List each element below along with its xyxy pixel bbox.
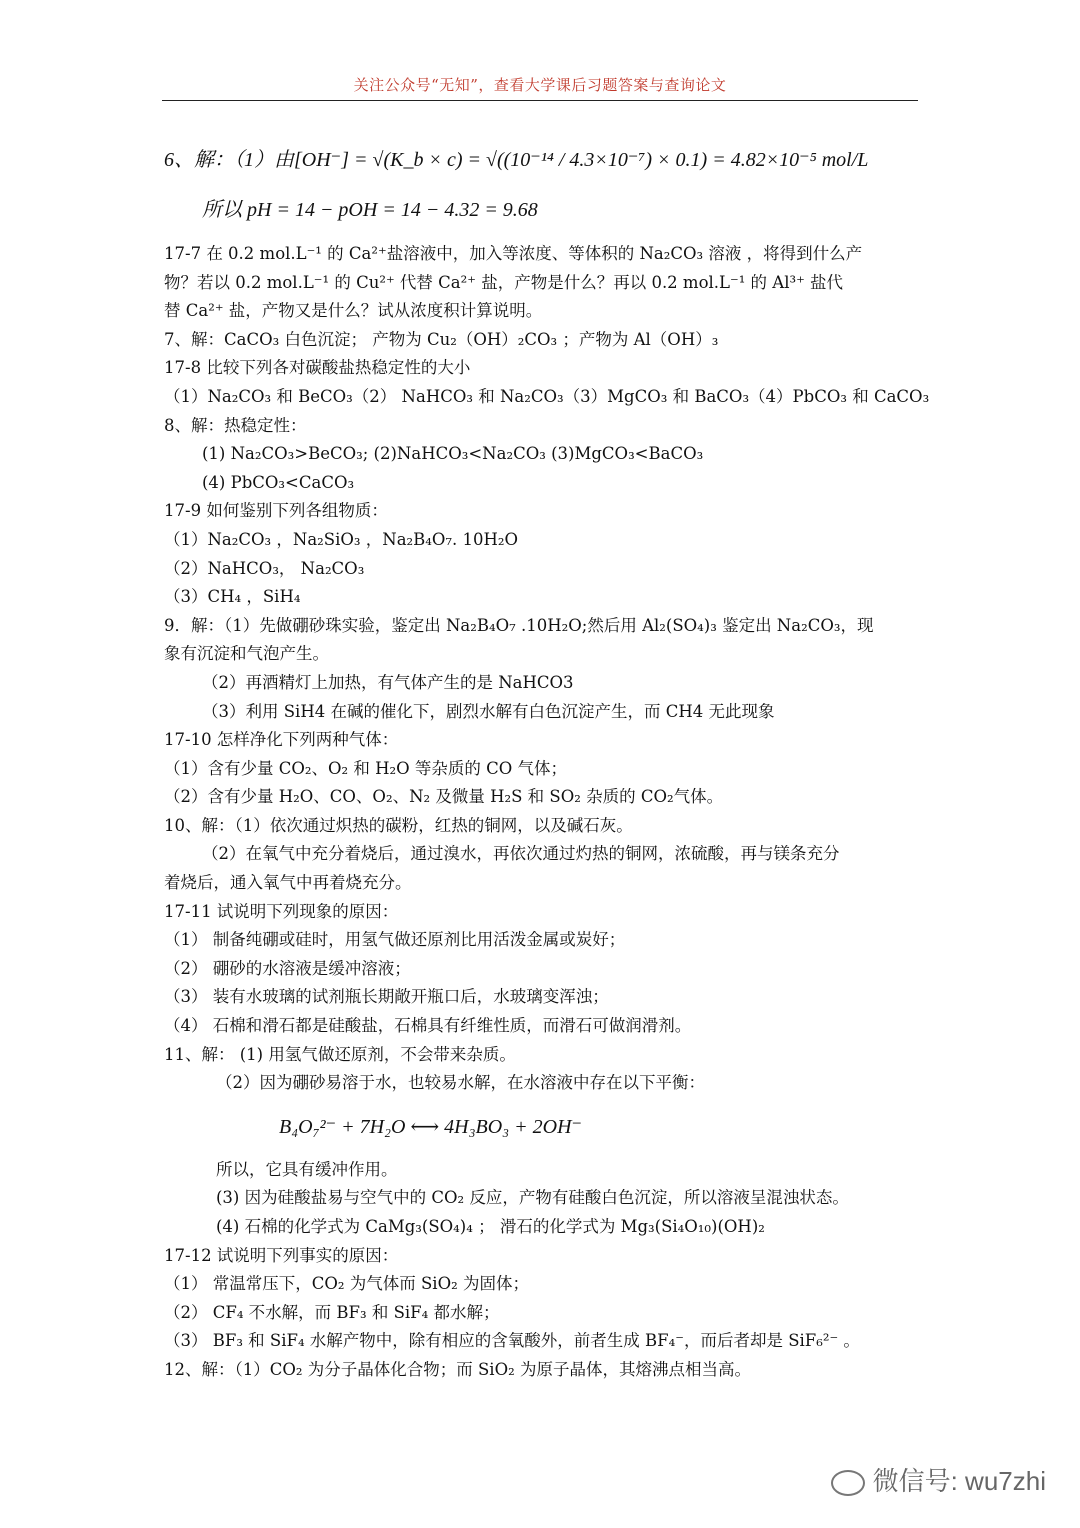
text-line: 象有沉淀和气泡产生。 xyxy=(164,644,329,664)
text-line: 12、解：（1）CO₂ 为分子晶体化合物；而 SiO₂ 为原子晶体，其熔沸点相当高。 xyxy=(164,1359,751,1379)
text-line: （3）利用 SiH4 在碱的催化下，剧烈水解有白色沉淀产生，而 CH4 无此现象 xyxy=(202,701,775,721)
text-line: （2） CF₄ 不水解，而 BF₃ 和 SiF₄ 都水解； xyxy=(164,1302,500,1322)
header-banner: 关注公众号“无知”，查看大学课后习题答案与查询论文 xyxy=(353,76,727,94)
text-line: 8、解：热稳定性： xyxy=(164,415,307,435)
text-line: （2）再酒精灯上加热，有气体产生的是 NaHCO3 xyxy=(202,672,574,692)
text-line: （1）Na₂CO₃ ，Na₂SiO₃ ，Na₂B₄O₇. 10H₂O xyxy=(164,529,519,549)
wechat-icon xyxy=(831,1470,865,1496)
text-line: 17-10 怎样净化下列两种气体： xyxy=(164,730,399,750)
text-line: 替 Ca²⁺ 盐，产物又是什么？试从浓度积计算说明。 xyxy=(164,301,543,321)
text-line: 着烧后，通入氧气中再着烧充分。 xyxy=(164,873,412,893)
text-line: （2）因为硼砂易溶于水，也较易水解，在水溶液中存在以下平衡： xyxy=(216,1073,705,1093)
text-line: 物？若以 0.2 mol.L⁻¹ 的 Cu²⁺ 代替 Ca²⁺ 盐，产物是什么？再以 0.2 mol.L⁻¹ 的 Al³⁺ 盐代 xyxy=(164,272,844,292)
equation-ph: 所以 pH = 14 − pOH = 14 − 4.32 = 9.68 xyxy=(202,199,538,221)
text-line: 11、解： (1) 用氢气做还原剂，不会带来杂质。 xyxy=(164,1044,516,1064)
text-line: （1） 制备纯硼或硅时，用氢气做还原剂比用活泼金属或炭好； xyxy=(164,930,626,950)
text-line: （1）Na₂CO₃ 和 BeCO₃（2） NaHCO₃ 和 Na₂CO₃（3）MgCO₃ 和 BaCO₃（4）PbCO₃ 和 CaCO₃ xyxy=(164,386,930,406)
text-line: (4) PbCO₃<CaCO₃ xyxy=(202,472,355,492)
text-line: （1） 常温常压下，CO₂ 为气体而 SiO₂ 为固体； xyxy=(164,1274,529,1294)
text-line: 7、解：CaCO₃ 白色沉淀； 产物为 Cu₂（OH）₂CO₃ ；产物为 Al（OH）₃ xyxy=(164,329,719,349)
text-line: （2） 硼砂的水溶液是缓冲溶液； xyxy=(164,958,411,978)
text-line: （3） 装有水玻璃的试剂瓶长期敞开瓶口后，水玻璃变浑浊； xyxy=(164,987,609,1007)
text-line: 10、解：（1）依次通过炽热的碳粉，红热的铜网，以及碱石灰。 xyxy=(164,815,633,835)
header-rule xyxy=(162,100,918,101)
text-line: 所以，它具有缓冲作用。 xyxy=(216,1159,398,1179)
text-line: （2）在氧气中充分着烧后，通过溴水，再依次通过灼热的铜网，浓硫酸，再与镁条充分 xyxy=(202,844,840,864)
text-line: (4) 石棉的化学式为 CaMg₃(SO₄)₄ ； 滑石的化学式为 Mg₃(Si₄O₁₀)(OH)₂ xyxy=(216,1217,765,1236)
text-line: 17-12 试说明下列事实的原因： xyxy=(164,1245,399,1265)
text-line: 9．解：（1）先做硼砂珠实验，鉴定出 Na₂B₄O₇ .10H₂O;然后用 Al₂(SO₄)₃ 鉴定出 Na₂CO₃，现 xyxy=(164,615,874,635)
text-line: （3） BF₃ 和 SiF₄ 水解产物中，除有相应的含氧酸外，前者生成 BF₄⁻，而后者却是 SiF₆²⁻ 。 xyxy=(164,1331,860,1351)
text-line: 17-9 如何鉴别下列各组物质： xyxy=(164,501,388,521)
text-line: （3）CH₄ ，SiH₄ xyxy=(164,587,301,607)
text-line: （4） 石棉和滑石都是硅酸盐，石棉具有纤维性质，而滑石可做润滑剂。 xyxy=(164,1016,692,1036)
text-line: （1）含有少量 CO₂、O₂ 和 H₂O 等杂质的 CO 气体； xyxy=(164,758,568,778)
text-line: （2）NaHCO₃， Na₂CO₃ xyxy=(164,558,365,578)
equation-oh: 6、解：（1）由[OH⁻] = √(K_b × c) = √((10⁻¹⁴ / 4.3×10⁻⁷) × 0.1) = 4.82×10⁻⁵ mol/L xyxy=(164,149,869,171)
document-body xyxy=(164,136,930,1385)
text-line: 17-8 比较下列各对碳酸盐热稳定性的大小 xyxy=(164,358,471,378)
equation-borax: B₄O₇²⁻ + 7H₂O ⟷ 4H₃BO₃ + 2OH⁻ xyxy=(279,1115,583,1138)
text-line: 17-7 在 0.2 mol.L⁻¹ 的 Ca²⁺盐溶液中，加入等浓度、等体积的 Na₂CO₃ 溶液 ，将得到什么产 xyxy=(164,244,863,263)
text-line: (3) 因为硅酸盐易与空气中的 CO₂ 反应，产物有硅酸白色沉淀，所以溶液呈混浊状态。 xyxy=(216,1188,849,1208)
text-line: 17-11 试说明下列现象的原因： xyxy=(164,901,399,921)
wechat-id: 微信号: wu7zhi xyxy=(872,1466,1046,1496)
text-line: (1) Na₂CO₃>BeCO₃; (2)NaHCO₃<Na₂CO₃ (3)MgCO₃<BaCO₃ xyxy=(202,444,704,464)
wechat-watermark xyxy=(831,1461,1046,1498)
text-line: （2）含有少量 H₂O、CO、O₂、N₂ 及微量 H₂S 和 SO₂ 杂质的 CO₂气体。 xyxy=(164,787,724,807)
